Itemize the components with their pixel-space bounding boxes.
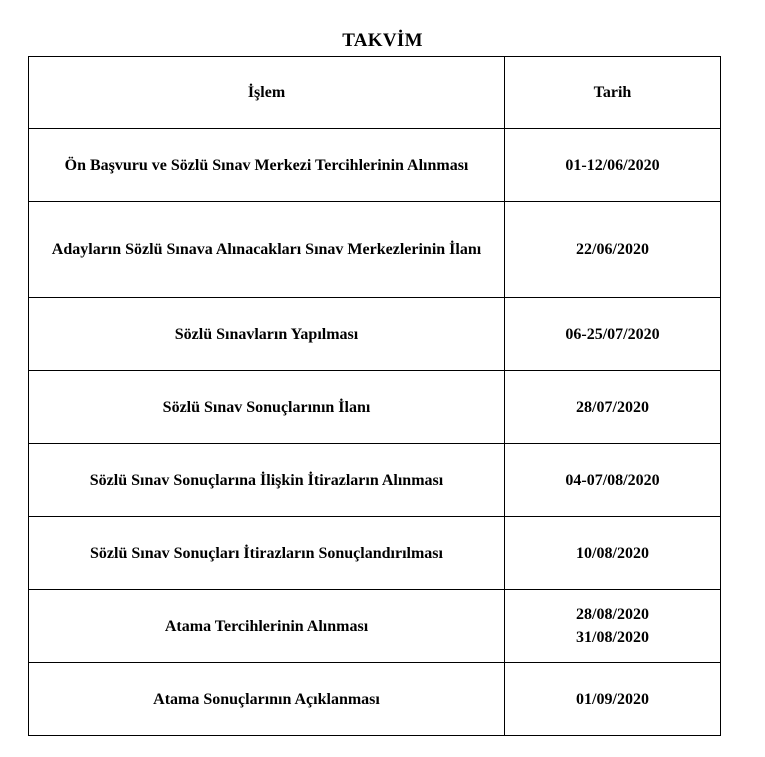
table-row — [29, 298, 721, 371]
tarih-cell — [505, 298, 721, 371]
islem-cell: Atama Sonuçlarının Açıklanması — [29, 663, 505, 736]
tarih-cell — [505, 129, 721, 202]
date-value: 10/08/2020 — [576, 544, 649, 562]
table-row — [29, 590, 721, 663]
table-row — [29, 129, 721, 202]
column-header-islem: İşlem — [29, 57, 505, 129]
islem-cell: Ön Başvuru ve Sözlü Sınav Merkezi Tercihlerinin Alınması — [29, 129, 505, 202]
tarih-cell — [505, 371, 721, 444]
date-value: 28/07/2020 — [576, 398, 649, 416]
islem-cell: Sözlü Sınav Sonuçlarının İlanı — [29, 371, 505, 444]
date-value: 06-25/07/2020 — [565, 325, 660, 343]
schedule-table — [28, 56, 721, 736]
date-value: 28/08/2020 — [576, 606, 649, 623]
column-header-tarih: Tarih — [505, 57, 721, 129]
islem-cell: Atama Tercihlerinin Alınması — [29, 590, 505, 663]
date-value: 22/06/2020 — [576, 241, 649, 258]
date-value: 01-12/06/2020 — [565, 156, 660, 174]
table-header-row — [29, 57, 721, 129]
table-row — [29, 371, 721, 444]
table-row — [29, 444, 721, 517]
islem-cell: Adayların Sözlü Sınava Alınacakları Sınav Merkezlerinin İlanı — [29, 202, 505, 298]
tarih-cell — [505, 590, 721, 663]
table-row — [29, 663, 721, 736]
islem-cell: Sözlü Sınav Sonuçlarına İlişkin İtirazların Alınması — [29, 444, 505, 517]
islem-cell: Sözlü Sınavların Yapılması — [29, 298, 505, 371]
table-row — [29, 202, 721, 298]
date-value: 01/09/2020 — [576, 690, 649, 708]
date-value: 04-07/08/2020 — [565, 471, 660, 489]
islem-cell: Sözlü Sınav Sonuçları İtirazların Sonuçlandırılması — [29, 517, 505, 590]
tarih-cell — [505, 663, 721, 736]
table-row — [29, 517, 721, 590]
date-value: 31/08/2020 — [576, 629, 649, 646]
tarih-cell — [505, 202, 721, 298]
tarih-cell — [505, 444, 721, 517]
tarih-cell — [505, 517, 721, 590]
document-title: TAKVİM — [342, 30, 423, 51]
